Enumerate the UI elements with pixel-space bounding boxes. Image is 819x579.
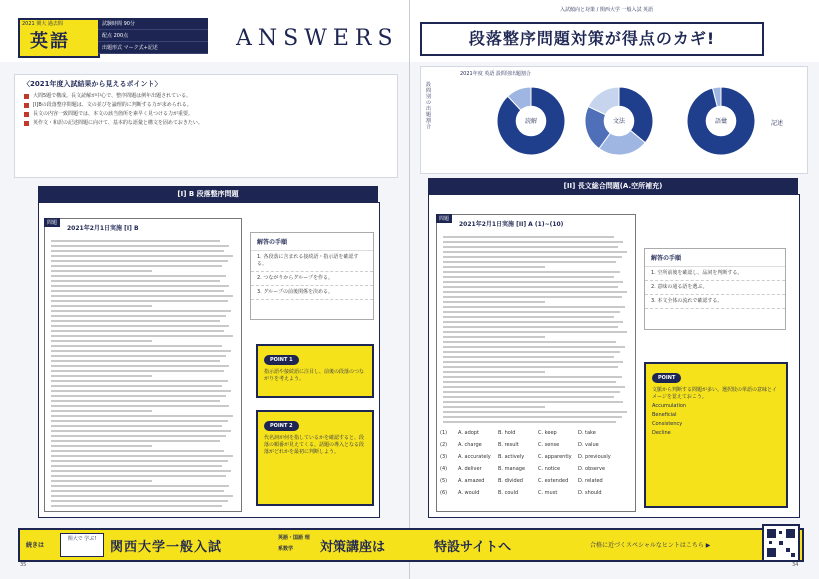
page-number-right: 34: [792, 562, 799, 568]
footer-sub: 英語・国語 理系数学: [278, 535, 310, 552]
question-text: [51, 237, 235, 510]
page-number-left: 35: [20, 562, 27, 568]
text-line: [51, 435, 226, 437]
text-line: [51, 400, 220, 402]
text-line: [51, 425, 222, 427]
choice-cell: A. amazed: [458, 478, 485, 484]
text-line: [443, 356, 614, 358]
text-line: [443, 301, 545, 303]
text-line: [51, 280, 220, 282]
choice-cell: (5): [440, 478, 448, 484]
point2-box: [256, 410, 374, 506]
point-tag: POINT: [652, 373, 681, 383]
choice-row: [440, 478, 618, 484]
text-line: [443, 386, 625, 388]
text-line: [443, 251, 627, 253]
text-line: [443, 401, 623, 403]
text-line: [443, 331, 627, 333]
text-line: [51, 455, 233, 457]
text-line: [51, 330, 224, 332]
text-line: [51, 470, 231, 472]
text-line: [443, 256, 622, 258]
side-label: 記述: [770, 120, 784, 127]
text-line: [51, 270, 152, 272]
footer-badge: 関大で 学ぶ!: [60, 533, 104, 557]
choice-cell: D. related: [578, 478, 603, 484]
intro-box: [14, 74, 398, 178]
footer-main2: 対策講座は: [320, 540, 386, 555]
vocab-item: Consistency: [652, 421, 683, 427]
footer-lead: 続きは: [26, 542, 45, 549]
choice-cell: A. would: [458, 490, 480, 496]
intro-line: 大問5題で構成。長文読解が中心で、整序問題は例年出題されている。: [33, 93, 389, 100]
intro-heading: 〈2021年度入試結果から見えるポイント〉: [23, 80, 162, 88]
text-line: [443, 316, 614, 318]
choice-cell: C. sense: [538, 442, 560, 448]
text-line: [51, 310, 231, 312]
point1-tag: POINT 1: [264, 355, 299, 365]
choice-row: [440, 442, 618, 448]
step-item: 3. 本文全体の流れで確認する。: [645, 295, 785, 309]
subject-small-label: 2021 関大 過去問: [22, 21, 63, 27]
text-line: [51, 245, 229, 247]
left-question-box: [44, 218, 242, 512]
text-line: [51, 240, 220, 242]
text-line: [51, 385, 222, 387]
choice-row: [440, 430, 618, 436]
text-line: [443, 366, 618, 368]
left-section-title: [I] B 段落整序問題: [38, 186, 378, 202]
choice-cell: C. extended: [538, 478, 569, 484]
question-text: [443, 233, 629, 426]
right-section-title: [II] 長文総合問題(A.空所補充): [428, 178, 798, 194]
text-line: [443, 291, 627, 293]
steps-title: 解答の手順: [251, 233, 373, 251]
choice-cell: B. hold: [498, 430, 516, 436]
text-line: [443, 296, 622, 298]
text-line: [51, 250, 224, 252]
question-title: 2021年2月1日実施 [II] A (1)~(10): [459, 221, 564, 228]
footer-banner[interactable]: [18, 528, 804, 562]
text-line: [443, 396, 614, 398]
text-line: [443, 371, 545, 373]
text-line: [443, 276, 614, 278]
intro-line: 英作文・和訳の記述問題に向けて、基本的な語彙と構文を固めておきたい。: [33, 120, 389, 127]
answers-title: ANSWERS: [236, 26, 399, 51]
question-tag: 問題: [436, 214, 452, 223]
choice-cell: C. notice: [538, 466, 561, 472]
text-line: [51, 315, 226, 317]
top-caption: 入試傾向と対策 / 関西大学 一般入試 英語: [560, 7, 654, 13]
choice-cell: (1): [440, 430, 448, 436]
choice-cell: B. manage: [498, 466, 526, 472]
text-line: [51, 490, 224, 492]
intro-line: 長文の内容一致問題では、本文の該当箇所を素早く見つける力が重要。: [33, 111, 389, 118]
text-line: [443, 421, 616, 423]
text-line: [51, 480, 152, 482]
text-line: [51, 460, 228, 462]
point1-text: 指示語や接続語に注目し、前後の段落のつながりを考えよう。: [264, 369, 365, 382]
text-line: [51, 380, 228, 382]
footer-main: 関西大学一般入試: [110, 540, 223, 555]
text-line: [443, 416, 622, 418]
text-line: [51, 350, 231, 352]
choice-row: [440, 466, 618, 472]
text-line: [51, 265, 222, 267]
text-line: [443, 391, 620, 393]
text-line: [51, 325, 229, 327]
text-line: [51, 285, 229, 287]
text-line: [51, 320, 220, 322]
text-line: [51, 365, 229, 367]
step-item: 2. 意味の通る語を選ぶ。: [645, 281, 785, 295]
choice-cell: D. take: [578, 430, 596, 436]
steps-title: 解答の手順: [645, 249, 785, 267]
text-line: [51, 465, 222, 467]
text-line: [443, 406, 545, 408]
text-line: [443, 311, 620, 313]
point2-tag: POINT 2: [264, 421, 299, 431]
text-line: [443, 341, 616, 343]
meta-format: 出題形式 マーク式+記述: [98, 42, 208, 54]
text-line: [443, 321, 623, 323]
footer-hint[interactable]: 合格に近づくスペシャルなヒントはこちら ▶: [590, 542, 711, 549]
text-line: [51, 415, 233, 417]
text-line: [443, 381, 616, 383]
point1-box: [256, 344, 374, 398]
vocab-item: Beneficial: [652, 412, 677, 418]
text-line: [51, 295, 233, 297]
text-line: [443, 261, 616, 263]
text-line: [51, 445, 152, 447]
exam-meta: [98, 18, 208, 54]
choice-cell: C. apparently: [538, 454, 572, 460]
text-line: [51, 505, 222, 507]
text-line: [443, 346, 625, 348]
meta-time: 試験時間 90分: [98, 18, 208, 30]
text-line: [51, 390, 231, 392]
choice-cell: B. could: [498, 490, 519, 496]
pie-center-label: 読解: [524, 118, 538, 125]
text-line: [443, 411, 627, 413]
point-text: 文脈から判断する問題が多い。選択肢の単語の意味とイメージを覚えておこう。: [652, 387, 778, 400]
text-line: [443, 246, 618, 248]
step-item: 1. 各段落に含まれる接続語・指示語を確認する。: [251, 251, 373, 272]
text-line: [51, 395, 226, 397]
choice-cell: C. must: [538, 490, 558, 496]
step-item: 1. 空所前後を確認し、品詞を判断する。: [645, 267, 785, 281]
step-item: 2. つながりからグループを作る。: [251, 272, 373, 286]
text-line: [443, 241, 623, 243]
right-steps-box: [644, 248, 786, 330]
text-line: [51, 275, 226, 277]
pie-center-label: 語彙: [714, 118, 728, 125]
text-line: [51, 375, 152, 377]
choice-cell: A. deliver: [458, 466, 482, 472]
text-line: [443, 306, 625, 308]
text-line: [443, 326, 618, 328]
text-line: [51, 255, 233, 257]
choice-cell: D. value: [578, 442, 599, 448]
choice-row: [440, 454, 618, 460]
choice-cell: (6): [440, 490, 448, 496]
text-line: [443, 336, 545, 338]
text-line: [51, 290, 224, 292]
text-line: [51, 475, 226, 477]
choice-cell: B. divided: [498, 478, 523, 484]
page-fold: [409, 0, 410, 579]
text-line: [51, 355, 226, 357]
chart-caption: 2021年度 英語 設問別出題割合: [460, 71, 531, 77]
text-line: [51, 345, 222, 347]
text-line: [51, 260, 228, 262]
chart-vertical-label: 設問別の出題割合: [426, 82, 432, 130]
vocab-item: Accumulation: [652, 403, 687, 409]
pie-center-label: 文法: [612, 118, 626, 125]
text-line: [51, 440, 220, 442]
headline: 段落整序問題対策が得点のカギ!: [420, 22, 764, 56]
subject-title: 英語: [30, 31, 70, 52]
step-item: 3. グループの前後関係を決める。: [251, 286, 373, 300]
pie-charts: [421, 67, 807, 173]
text-line: [443, 286, 618, 288]
text-line: [51, 340, 152, 342]
footer-main3: 特設サイトへ: [434, 540, 512, 555]
meta-score: 配点 200点: [98, 30, 208, 42]
qr-code-icon[interactable]: [762, 524, 800, 562]
text-line: [443, 361, 623, 363]
chart-panel: [420, 66, 808, 174]
text-line: [51, 300, 228, 302]
choice-cell: A. charge: [458, 442, 482, 448]
right-point-box: [644, 362, 788, 508]
text-line: [443, 351, 620, 353]
question-title: 2021年2月1日実施 [I] B: [67, 225, 139, 232]
left-steps-box: [250, 232, 374, 320]
text-line: [51, 450, 224, 452]
text-line: [51, 410, 152, 412]
intro-line: [I]Bの段落整序問題は、文の並びを論理的に判断する力が求められる。: [33, 102, 389, 109]
text-line: [443, 271, 620, 273]
choice-cell: D. observe: [578, 466, 606, 472]
point2-text: 代名詞が何を指しているかを確認すると、段落の順番が見えてくる。話題の導入となる段落がどれかを最初に判断しよう。: [264, 435, 365, 455]
text-line: [51, 420, 228, 422]
choice-cell: (4): [440, 466, 448, 472]
text-line: [51, 495, 233, 497]
choice-cell: B. result: [498, 442, 519, 448]
text-line: [51, 370, 224, 372]
text-line: [51, 405, 229, 407]
text-line: [51, 430, 231, 432]
text-line: [51, 360, 220, 362]
choice-cell: A. adopt: [458, 430, 479, 436]
question-tag: 問題: [44, 218, 60, 227]
choice-cell: (2): [440, 442, 448, 448]
choice-cell: C. keep: [538, 430, 557, 436]
choice-cell: (3): [440, 454, 448, 460]
vocab-item: Decline: [652, 430, 671, 436]
text-line: [443, 376, 622, 378]
text-line: [443, 236, 614, 238]
text-line: [51, 335, 233, 337]
text-line: [443, 281, 623, 283]
text-line: [51, 305, 152, 307]
choice-cell: D. should: [578, 490, 602, 496]
choice-cell: D. previously: [578, 454, 611, 460]
text-line: [443, 266, 545, 268]
text-line: [51, 485, 229, 487]
text-line: [51, 500, 228, 502]
choice-row: [440, 490, 618, 496]
choice-cell: A. accurately: [458, 454, 491, 460]
choice-cell: B. actively: [498, 454, 525, 460]
